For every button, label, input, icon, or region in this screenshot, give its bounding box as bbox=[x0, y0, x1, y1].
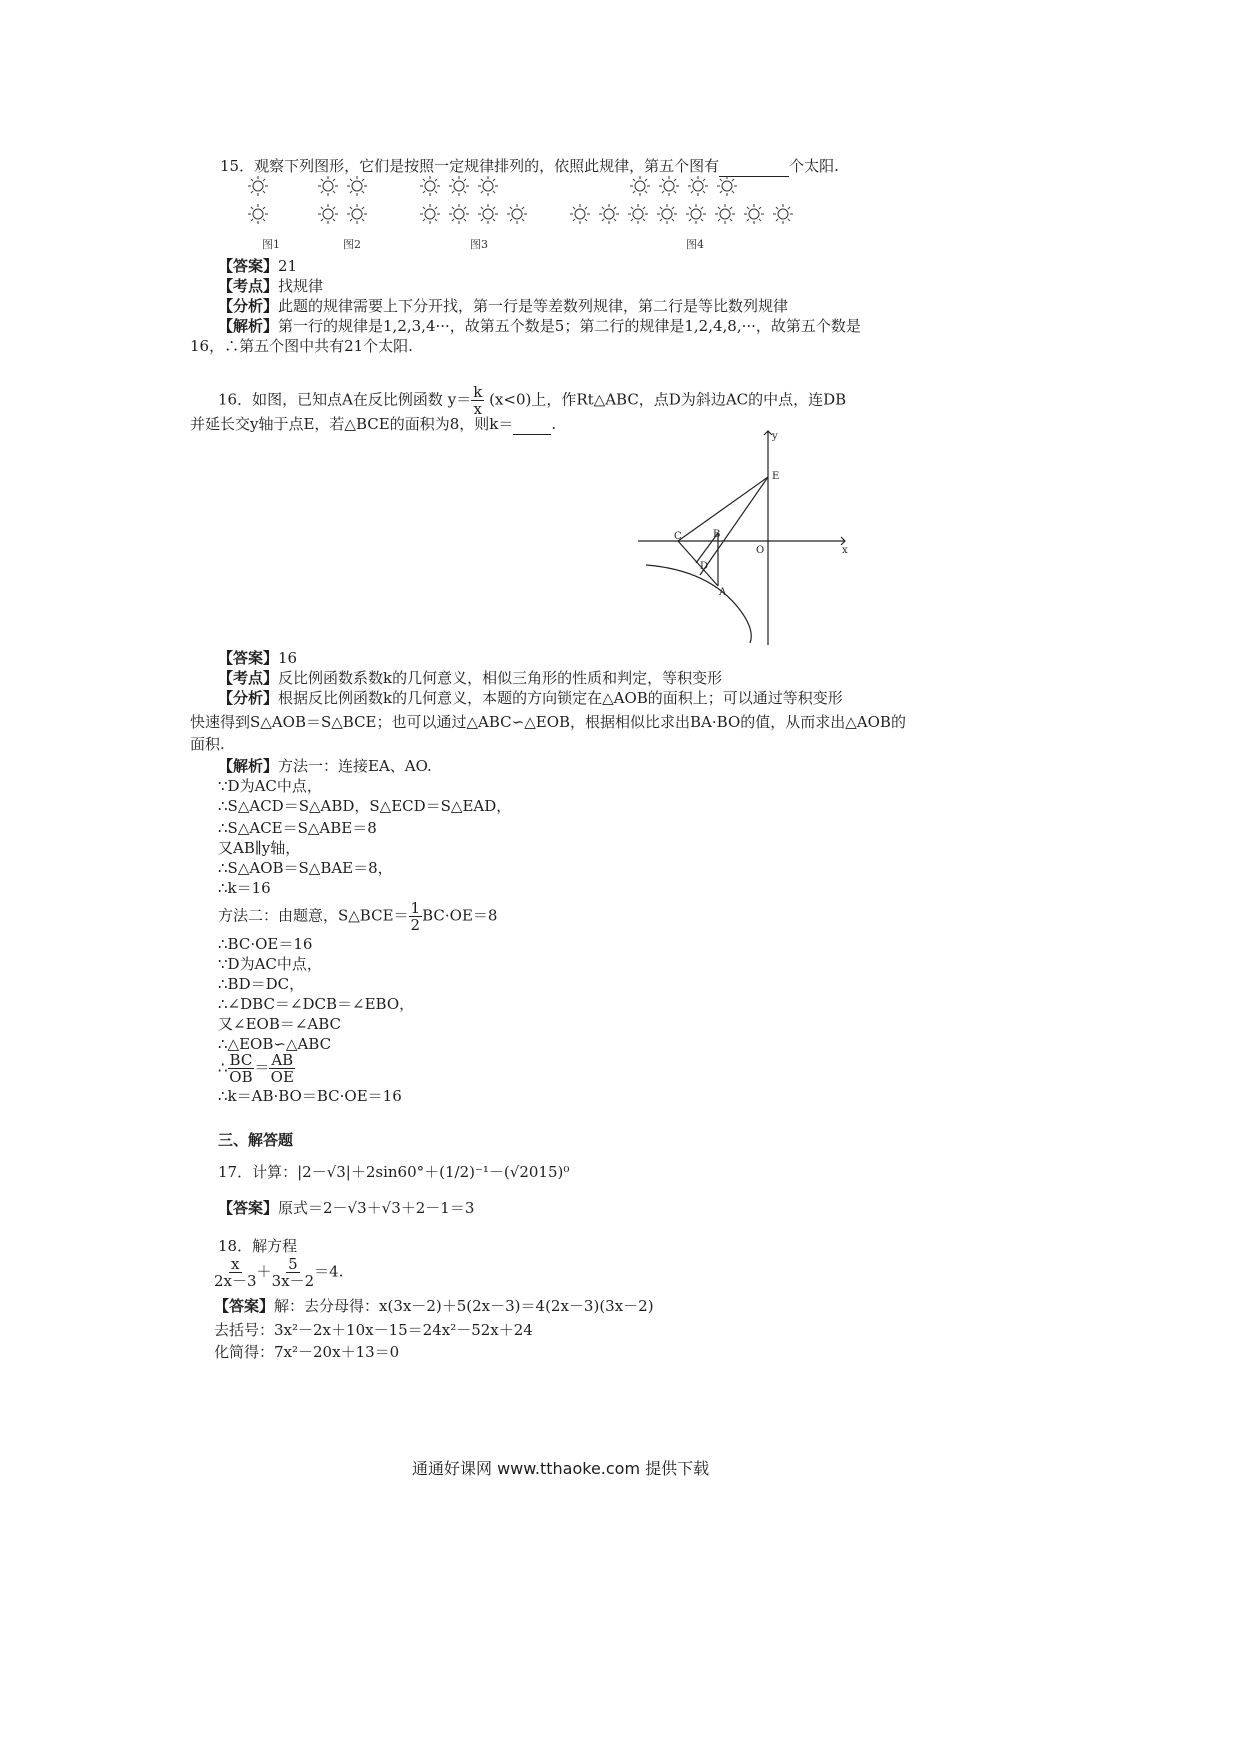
ratio-left: $\frac{BC}{OB}$ bbox=[229, 1051, 253, 1086]
label-x: x bbox=[842, 545, 848, 556]
q16-step: ∵D为AC中点， bbox=[218, 777, 322, 795]
line-CE bbox=[678, 477, 768, 541]
sun-icon bbox=[478, 176, 498, 196]
sun-icon bbox=[478, 204, 498, 224]
q15-question: 15．观察下列图形，它们是按照一定规律排列的，依照此规律，第五个图有 个太阳. bbox=[220, 157, 839, 175]
sun-icon bbox=[717, 176, 737, 196]
sun-icon bbox=[420, 176, 440, 196]
q16-analysis-line3: 面积. bbox=[190, 735, 225, 753]
label-y: y bbox=[772, 431, 778, 442]
q16-step: ∴S△ACD＝S△ABD，S△ECD＝S△EAD， bbox=[218, 797, 512, 815]
q16-step: ∴△EOB∽△ABC bbox=[218, 1035, 332, 1053]
sun-icon bbox=[248, 204, 268, 224]
q16-question-line2: 并延长交y轴于点E，若△BCE的面积为8，则k＝ . bbox=[190, 415, 557, 433]
q16-step: ∴S△ACE＝S△ABE＝8 bbox=[218, 819, 377, 837]
label-O: O bbox=[756, 545, 765, 556]
sun-icon bbox=[420, 204, 440, 224]
q16-point: 【考点】反比例函数系数k的几何意义，相似三角形的性质和判定，等积变形 bbox=[218, 669, 723, 687]
q16-step: ∴S△AOB＝S△BAE＝8， bbox=[218, 859, 393, 877]
sun-icon bbox=[318, 204, 338, 224]
q18-fraction-1: $\frac{x}{2x-3}$ bbox=[214, 1255, 257, 1290]
q15-point: 【考点】找规律 bbox=[218, 277, 324, 295]
sun-icon bbox=[688, 176, 708, 196]
sun-icon bbox=[347, 176, 367, 196]
section-title: 三、解答题 bbox=[218, 1131, 294, 1149]
q15-answer: 【答案】21 bbox=[218, 257, 298, 275]
sun-icon bbox=[599, 204, 619, 224]
q16-question-line1: 16．如图，已知点A在反比例函数 y＝ $\frac{k}{x}$ (x<0)上，作Rt△ABC，点D为斜边AC的中点，连DB bbox=[218, 383, 847, 418]
q16-step: ∴BD＝DC， bbox=[218, 975, 305, 993]
q18-equation: $\frac{x}{2x-3}$ ＋ $\frac{5}{3x-2}$ ＝4. bbox=[214, 1255, 344, 1290]
q16-method2: 方法二：由题意，S△BCE＝ $\frac{1}{2}$ BC·OE＝8 bbox=[218, 899, 498, 934]
q16-analysis-line1: 【分析】根据反比例函数k的几何意义，本题的方向锁定在△AOB的面积上；可以通过等积变形 bbox=[218, 689, 843, 707]
q15-analysis: 【分析】此题的规律需要上下分开找，第一行是等差数列规律，第二行是等比数列规律 bbox=[218, 297, 789, 315]
figure-label: 图4 bbox=[686, 238, 704, 251]
sun-icon bbox=[773, 204, 793, 224]
q16-step: ∵D为AC中点， bbox=[218, 955, 322, 973]
label-E: E bbox=[772, 471, 780, 482]
q17-question: 17．计算：|2－√3|＋2sin60°＋(1/2)⁻¹－(√2015)⁰ bbox=[218, 1163, 570, 1181]
q18-step3: 化简得：7x²－20x＋13＝0 bbox=[214, 1343, 400, 1361]
sun-icon bbox=[347, 204, 367, 224]
hyperbola-curve bbox=[646, 565, 751, 643]
sun-icon bbox=[686, 204, 706, 224]
q16-answer-blank bbox=[513, 414, 551, 435]
q18-answer: 【答案】解：去分母得：x(3x－2)＋5(2x－3)＝4(2x－3)(3x－2) bbox=[214, 1297, 654, 1315]
ratio-right: $\frac{AB}{OE}$ bbox=[270, 1051, 294, 1086]
q16-k-over-x: $\frac{k}{x}$ bbox=[473, 383, 483, 418]
figure-label: 图3 bbox=[470, 238, 488, 251]
sun-icon bbox=[659, 176, 679, 196]
figure-label: 图1 bbox=[262, 238, 280, 251]
q15-sun-figures bbox=[240, 170, 820, 260]
q16-analysis-line2: 快速得到S△AOB＝S△BCE；也可以通过△ABC∽△EOB，根据相似比求出BA·BO的值，从而求出△AOB的 bbox=[190, 713, 906, 731]
sun-icon bbox=[630, 176, 650, 196]
line-EA bbox=[700, 477, 768, 575]
q16-step: ∴k＝AB·BO＝BC·OE＝16 bbox=[218, 1087, 402, 1105]
sun-icon bbox=[318, 176, 338, 196]
sun-icon bbox=[657, 204, 677, 224]
q15-solution-line2: 16，∴第五个图中共有21个太阳. bbox=[190, 337, 413, 355]
sun-icon bbox=[570, 204, 590, 224]
q16-step: ∴BC·OE＝16 bbox=[218, 935, 313, 953]
q16-step: ∴k＝16 bbox=[218, 879, 271, 897]
q18-fraction-2: $\frac{5}{3x-2}$ bbox=[271, 1255, 315, 1290]
sun-icon bbox=[449, 176, 469, 196]
q16-step: 又AB∥y轴， bbox=[218, 839, 301, 857]
label-A: A bbox=[719, 587, 727, 598]
q17-answer: 【答案】原式＝2－√3＋√3＋2－1＝3 bbox=[218, 1199, 475, 1217]
q18-step2: 去括号：3x²－2x＋10x－15＝24x²－52x＋24 bbox=[214, 1321, 533, 1339]
q16-step: ∴∠DBC＝∠DCB＝∠EBO， bbox=[218, 995, 415, 1013]
q16-figure bbox=[630, 425, 860, 650]
sun-icon bbox=[715, 204, 735, 224]
sun-icon bbox=[507, 204, 527, 224]
sun-icon bbox=[628, 204, 648, 224]
q16-ratio: ∴ $\frac{BC}{OB}$ ＝ $\frac{AB}{OE}$ bbox=[218, 1051, 294, 1086]
q16-step: 又∠EOB＝∠ABC bbox=[218, 1015, 342, 1033]
q16-solution-tag: 【解析】方法一：连接EA、AO. bbox=[218, 757, 432, 775]
figure-label: 图2 bbox=[343, 238, 361, 251]
q15-solution-line1: 【解析】第一行的规律是1,2,3,4···，故第五个数是5；第二行的规律是1,2,4,8,···，故第五个数是 bbox=[218, 317, 861, 335]
label-C: C bbox=[674, 531, 682, 542]
label-D: D bbox=[700, 561, 709, 572]
sun-icon bbox=[744, 204, 764, 224]
label-B: B bbox=[713, 529, 721, 540]
q18-label: 18．解方程 bbox=[218, 1237, 298, 1255]
sun-icon bbox=[248, 176, 268, 196]
line-CA bbox=[678, 541, 718, 586]
footer-text: 通通好课网 www.tthaoke.com 提供下载 bbox=[412, 1459, 710, 1478]
q16-half-fraction: $\frac{1}{2}$ bbox=[410, 899, 421, 934]
q16-answer: 【答案】16 bbox=[218, 649, 298, 667]
sun-icon bbox=[449, 204, 469, 224]
